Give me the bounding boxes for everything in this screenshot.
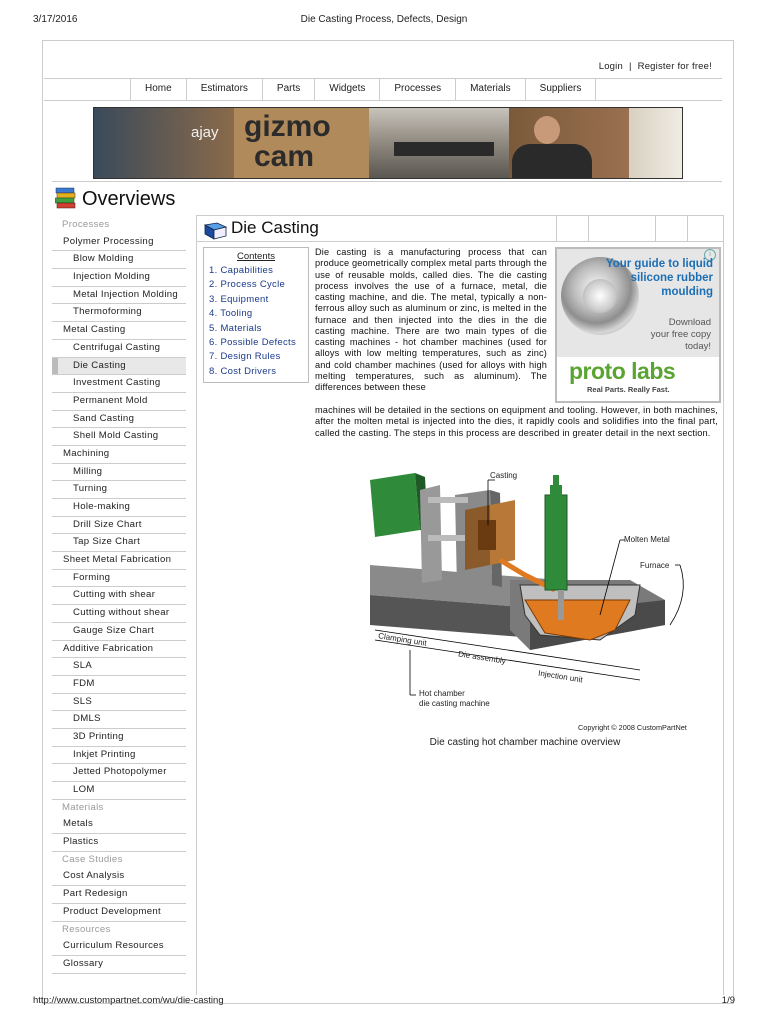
sidebar-item[interactable]: Investment Casting xyxy=(52,375,186,393)
sidebar-item[interactable]: FDM xyxy=(52,676,186,694)
protolabs-ad[interactable] xyxy=(555,247,721,403)
label-machine-line2: die casting machine xyxy=(419,699,490,708)
banner-brand-cam: cam xyxy=(254,140,315,173)
toc-possible-defects[interactable]: 6. Possible Defects xyxy=(209,336,297,348)
sidebar-item[interactable]: 3D Printing xyxy=(52,729,186,747)
nav-home[interactable]: Home xyxy=(130,78,186,100)
sidebar-item[interactable]: Metal Injection Molding xyxy=(52,287,186,305)
label-machine-line1: Hot chamber xyxy=(419,689,465,698)
banner-window xyxy=(629,108,682,178)
toc-tooling[interactable]: 4. Tooling xyxy=(209,308,253,320)
sidebar-item[interactable]: LOM xyxy=(52,782,186,800)
login-link[interactable]: Login xyxy=(598,61,623,72)
figure-caption: Die casting hot chamber machine overview xyxy=(429,737,621,748)
table-of-contents xyxy=(203,247,309,383)
label-injection-unit: Injection unit xyxy=(537,668,584,685)
register-link[interactable]: Register for free! xyxy=(637,61,712,72)
ad-brand: proto labs xyxy=(569,358,676,384)
sidebar-item[interactable]: SLS xyxy=(52,694,186,712)
sidebar-item[interactable]: Hole-making xyxy=(52,499,186,517)
sidebar-nav xyxy=(52,217,186,974)
ad-info-icon[interactable]: i xyxy=(704,249,716,261)
sidebar-item[interactable]: Jetted Photopolymer xyxy=(52,764,186,782)
banner-person-head xyxy=(534,116,560,144)
gizmocam-banner[interactable] xyxy=(93,107,683,179)
sidebar-item[interactable]: Metal Casting xyxy=(52,322,186,340)
sidebar-section-heading: Case Studies xyxy=(62,853,123,865)
print-page-number: 1/9 xyxy=(721,995,735,1006)
sidebar-item[interactable]: Tap Size Chart xyxy=(52,534,186,552)
nav-suppliers[interactable]: Suppliers xyxy=(525,78,597,100)
overviews-title: Overviews xyxy=(82,188,176,210)
sidebar-item[interactable]: Drill Size Chart xyxy=(52,517,186,535)
banner-left-photo xyxy=(94,108,234,178)
book-icon xyxy=(203,221,228,241)
banner-brand-gizmo: gizmo xyxy=(244,110,331,143)
sidebar-item[interactable]: Forming xyxy=(52,570,186,588)
sidebar-item[interactable]: Plastics xyxy=(52,834,186,852)
account-links xyxy=(599,61,712,72)
toc-materials[interactable]: 5. Materials xyxy=(209,322,262,334)
label-clamping-unit: Clamping unit xyxy=(377,631,428,648)
main-nav xyxy=(130,78,596,100)
die-casting-machine-figure xyxy=(330,465,720,735)
label-molten-metal: Molten Metal xyxy=(624,535,670,544)
nav-parts[interactable]: Parts xyxy=(262,78,314,100)
toc-design-rules[interactable]: 7. Design Rules xyxy=(209,351,281,363)
toc-title: Contents xyxy=(236,251,276,262)
ad-cta: Download your free copy today! xyxy=(650,317,711,352)
page-title: Die Casting xyxy=(231,218,319,237)
banner-brand-small: ajay xyxy=(191,124,219,141)
nav-estimators[interactable]: Estimators xyxy=(186,78,262,100)
nav-bottom-line xyxy=(44,100,722,101)
sidebar-item[interactable]: DMLS xyxy=(52,711,186,729)
sidebar-item[interactable]: Centrifugal Casting xyxy=(52,340,186,358)
sidebar-item[interactable]: Thermoforming xyxy=(52,304,186,322)
sidebar-item[interactable]: Permanent Mold xyxy=(52,393,186,411)
sidebar-item[interactable]: Part Redesign xyxy=(52,886,186,904)
ad-tagline: Real Parts. Really Fast. xyxy=(587,385,670,394)
label-casting: Casting xyxy=(490,471,518,480)
sidebar-item[interactable]: Blow Molding xyxy=(52,251,186,269)
sidebar-section-heading: Processes xyxy=(62,219,110,230)
figure-copyright: Copyright © 2008 CustomPartNet xyxy=(578,723,687,732)
banner-divider xyxy=(52,181,722,182)
sidebar-item[interactable]: Glossary xyxy=(52,956,186,974)
sidebar-item[interactable]: Sheet Metal Fabrication xyxy=(52,552,186,570)
sidebar-item[interactable]: Additive Fabrication xyxy=(52,641,186,659)
sidebar-item[interactable]: Cutting with shear xyxy=(52,587,186,605)
nav-processes[interactable]: Processes xyxy=(379,78,455,100)
ad-headline: Your guide to liquid silicone rubber moulding xyxy=(605,258,713,298)
sidebar-item[interactable]: Injection Molding xyxy=(52,269,186,287)
sidebar-item[interactable]: Curriculum Resources xyxy=(52,938,186,956)
sidebar-item[interactable]: Turning xyxy=(52,481,186,499)
sidebar-item[interactable]: Machining xyxy=(52,446,186,464)
sidebar-item[interactable]: Inkjet Printing xyxy=(52,747,186,765)
print-title: Die Casting Process, Defects, Design xyxy=(300,14,468,25)
intro-paragraph-2: machines will be detailed in the sections on equipment and tooling. However, in both machines, after the molten metal is injected into the dies, it rapidly cools and solidifies into the final part, called the casting. The steps in this process are described in greater detail in the next section. xyxy=(315,405,718,438)
books-icon xyxy=(55,186,77,210)
intro-paragraph-1: Die casting is a manufacturing process that can produce geometrically complex metal parts through the use of reusable molds, called dies. The die casting process involves the use of a furnace, metal, die casting machine, and die. The metal, typically a non-ferrous alloy such as aluminum or zinc, is melted in the furnace and then injected into the dies in the die casting machine. There are two main types of die casting machines - hot chamber machines (used for alloys with low melting temperatures, such as zinc) and cold chamber machines (used for alloys with high melting temperatures, such as aluminum). The differences between these xyxy=(315,247,547,392)
nav-widgets[interactable]: Widgets xyxy=(314,78,379,100)
sidebar-item[interactable]: Die Casting xyxy=(52,358,186,376)
sidebar-item[interactable]: Gauge Size Chart xyxy=(52,623,186,641)
sidebar-item[interactable]: SLA xyxy=(52,658,186,676)
label-die-assembly: Die assembly xyxy=(457,649,507,666)
banner-device xyxy=(394,142,494,156)
print-url: http://www.custompartnet.com/wu/die-casting xyxy=(33,995,224,1006)
sidebar-item[interactable]: Milling xyxy=(52,464,186,482)
sidebar-section-heading: Resources xyxy=(62,923,111,935)
separator: | xyxy=(628,61,632,72)
toc-cost-drivers[interactable]: 8. Cost Drivers xyxy=(209,365,277,377)
sidebar-item[interactable]: Product Development xyxy=(52,904,186,922)
sidebar-item[interactable]: Cost Analysis xyxy=(52,868,186,886)
toc-capabilities[interactable]: 1. Capabilities xyxy=(209,265,274,276)
sidebar-item[interactable]: Cutting without shear xyxy=(52,605,186,623)
sidebar-item[interactable]: Sand Casting xyxy=(52,411,186,429)
banner-person-body xyxy=(512,144,592,178)
title-underline xyxy=(197,241,723,242)
toc-equipment[interactable]: 3. Equipment xyxy=(209,293,269,305)
sidebar-item[interactable]: Metals xyxy=(52,816,186,834)
sidebar-item[interactable]: Polymer Processing xyxy=(52,234,186,252)
sidebar-item[interactable]: Shell Mold Casting xyxy=(52,428,186,446)
label-furnace: Furnace xyxy=(640,561,670,570)
sidebar-section-heading: Materials xyxy=(62,801,104,813)
nav-materials[interactable]: Materials xyxy=(455,78,525,100)
toc-process-cycle[interactable]: 2. Process Cycle xyxy=(209,279,286,291)
label-machine xyxy=(419,689,490,709)
title-tab-cells xyxy=(556,215,722,241)
print-date: 3/17/2016 xyxy=(33,14,78,25)
